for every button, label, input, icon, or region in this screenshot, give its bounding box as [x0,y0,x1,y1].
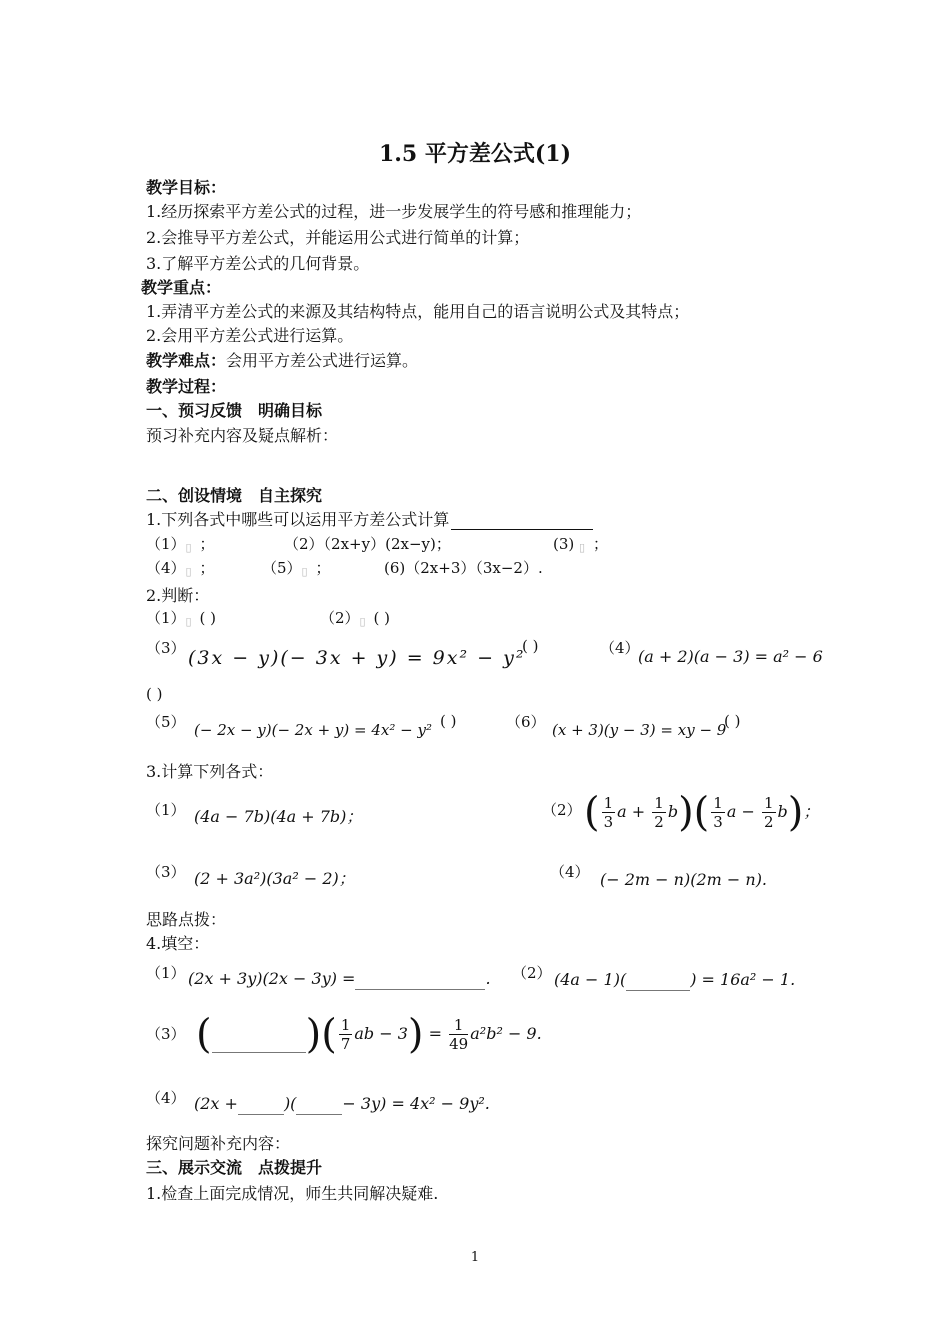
fill-blank[interactable] [296,1100,342,1115]
q2-item-3-label: （3） [146,639,186,657]
q2-item-2: （2）▯ ( ) [320,609,391,628]
q4-text: 4.填空： [146,934,210,953]
q3-item-4-label: （4） [550,863,590,881]
q4-item-3-math: ( )( $\frac{1}{7}$ ab − 3) = $\frac{1}{49}$ a²b² − 9. [196,1011,542,1058]
expression-image-icon: ▯ [185,541,192,554]
q2-text: 2.判断： [146,586,210,605]
q4-item-3-label: （3） [146,1025,186,1043]
difficulty-heading: 教学难点： [146,351,227,370]
q2-item-6-answer[interactable]: ( ) [724,712,741,730]
q2-item-5-label: （5） [146,713,186,731]
q3-item-3-label: （3） [146,863,186,881]
goal-2: 2.会推导平方差公式，并能运用公式进行简单的计算； [146,228,530,247]
extra-text: 探究问题补充内容： [146,1134,291,1153]
q4-item-4-label: （4） [146,1089,186,1107]
keypoint-1: 1.弄清平方差公式的来源及其结构特点，能用自己的语言说明公式及其特点； [146,302,690,321]
q1-text [146,510,593,530]
q3-item-2-label: （2） [542,801,582,819]
q2-item-3-math: (3x − y)(− 3x + y) = 9x² − y² [188,647,526,669]
process-heading: 教学过程： [146,377,227,396]
fill-blank[interactable] [626,968,690,991]
q1-label: 1.下列各式中哪些可以运用平方差公式计算 [146,510,450,529]
q2-item-4-math: (a + 2)(a − 3) = a² − 6 [638,647,823,666]
q4-item-2-math: (4a − 1)( ) = 16a² − 1. [554,970,796,989]
section1-text: 预习补充内容及疑点解析： [146,426,339,445]
keypoints-heading: 教学重点： [141,278,222,297]
hint-text: 思路点拨： [146,910,227,929]
section3-text: 1.检查上面完成情况，师生共同解决疑难. [146,1184,439,1203]
q1-item-6: (6)（2x+3）（3x−2）. [384,559,543,577]
q1-item-5: （5）▯ ； [262,559,331,578]
expression-image-icon: ▯ [301,565,308,578]
q1-item-3: (3) ▯ ； [553,535,609,554]
q2-item-3-answer[interactable]: ( ) [522,637,539,655]
q4-item-1-label: （1） [146,964,186,982]
q2-item-5-answer[interactable]: ( ) [440,712,457,730]
keypoint-2: 2.会用平方差公式进行运算。 [146,326,354,345]
expression-image-icon: ▯ [185,565,192,578]
expression-image-icon: ▯ [359,615,366,628]
page-number: 1 [470,1250,480,1265]
q3-item-3-math: (2 + 3a²)(3a² − 2)； [194,869,355,888]
q4-item-4-math: (2x + )( − 3y) = 4x² − 9y². [194,1094,490,1113]
q3-item-1-math: (4a − 7b)(4a + 7b)； [194,807,363,826]
q3-item-4-math: (− 2m − n)(2m − n). [600,870,768,889]
q2-item-4-label: （4） [600,639,640,657]
expression-image-icon: ▯ [185,615,192,628]
section1-heading: 一、预习反馈 明确目标 [146,401,323,420]
fill-blank[interactable] [238,1100,284,1115]
q2-item-5-math: (− 2x − y)(− 2x + y) = 4x² − y² [194,721,432,739]
fill-blank[interactable] [212,1024,306,1053]
q1-item-4: （4）▯ ； [146,559,215,578]
q1-item-1: （1）▯ ； [146,535,215,554]
expression-image-icon: ▯ [579,541,586,554]
goal-1: 1.经历探索平方差公式的过程，进一步发展学生的符号感和推理能力； [146,202,642,221]
section2-heading: 二、创设情境 自主探究 [146,486,323,505]
q3-text: 3.计算下列各式： [146,762,274,781]
goals-heading: 教学目标： [146,178,227,197]
fill-blank[interactable] [355,975,485,990]
difficulty-text: 会用平方差公式进行运算。 [226,351,419,370]
page-title: 1.5 平方差公式(1) [378,141,572,167]
difficulty [146,351,418,371]
q2-item-4-answer[interactable]: ( ) [146,685,163,703]
goal-3: 3.了解平方差公式的几何背景。 [146,254,370,273]
answer-blank[interactable] [451,513,593,530]
q2-item-6-math: (x + 3)(y − 3) = xy − 9 [552,721,727,739]
q2-item-1: （1）▯ ( ) [146,609,217,628]
section3-heading: 三、展示交流 点拨提升 [146,1158,323,1177]
q3-item-2-math: ( $\frac{1}{3}$ a + $\frac{1}{2}$ b)( $\frac{1}{3}$ a − $\frac{1}{2}$ b)； [584,789,820,836]
q4-item-1-math: (2x + 3y)(2x − 3y) = . [188,969,491,988]
q2-item-6-label: （6） [506,713,546,731]
q3-item-1-label: （1） [146,801,186,819]
q4-item-2-label: （2） [512,964,552,982]
q1-item-2: （2）（2x+y）(2x−y)； [284,535,451,553]
